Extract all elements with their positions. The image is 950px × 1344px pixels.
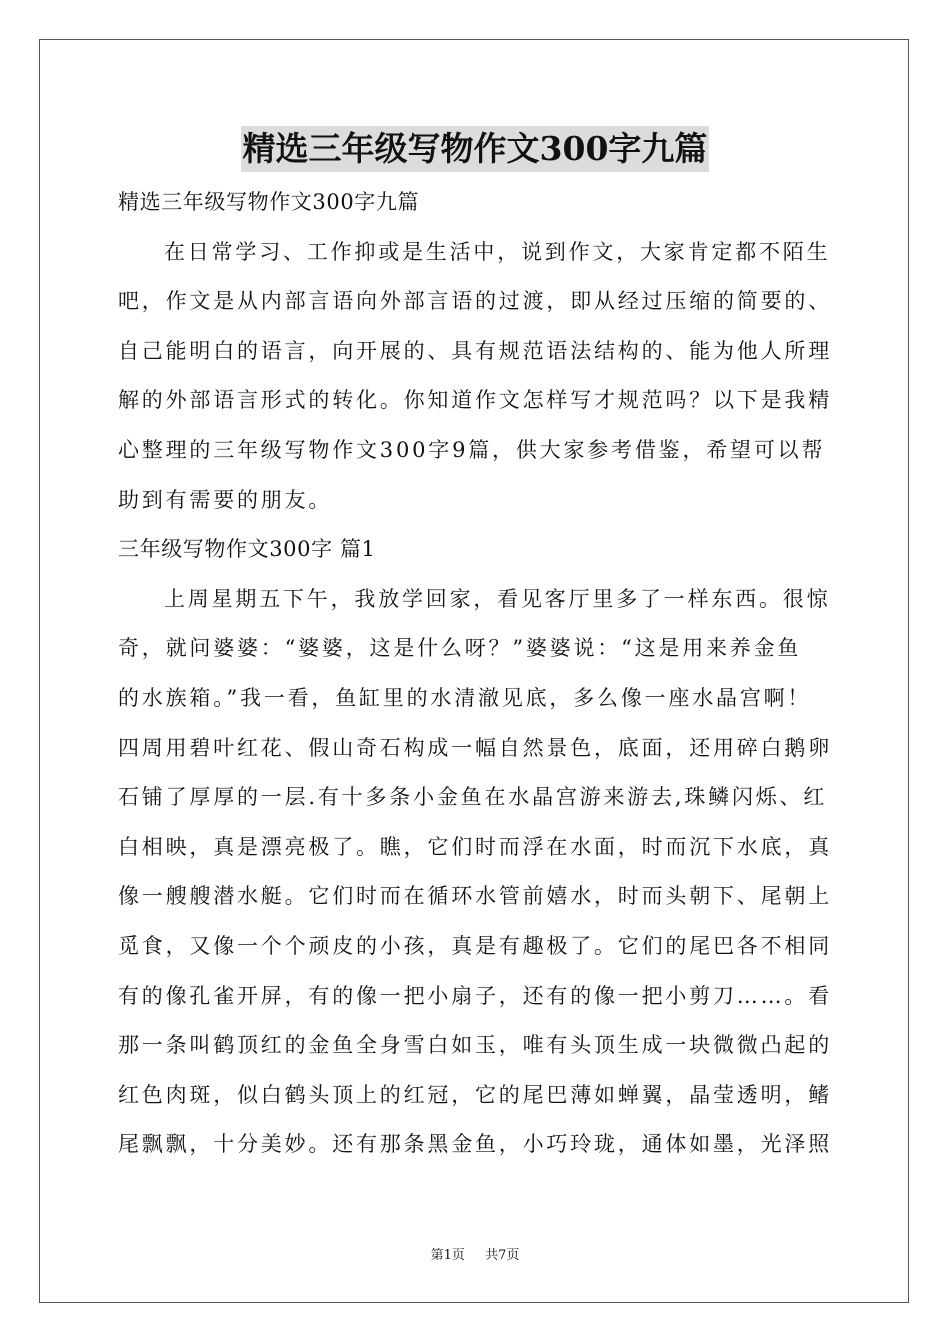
- text-line: 石铺了厚厚的一层.有十多条小金鱼在水晶宫游来游去,珠鳞闪烁、红: [118, 785, 828, 810]
- text-line: 在日常学习、工作抑或是生活中，说到作文，大家肯定都不陌生: [164, 239, 831, 264]
- text-line: 上周星期五下午，我放学回家，看见客厅里多了一样东西。很惊: [164, 586, 831, 611]
- page-number: 第1页: [430, 1248, 465, 1263]
- text-line: 尾飘飘，十分美妙。还有那条黑金鱼，小巧玲珑，通体如墨，光泽照: [118, 1132, 832, 1157]
- text-line: 的水族箱。”我一看，鱼缸里的水清澈见底，多么像一座水晶宫啊！: [118, 685, 812, 710]
- text-line: 助到有需要的朋友。: [118, 487, 333, 512]
- text-line: 解的外部语言形式的转化。你知道作文怎样写才规范吗？以下是我精: [118, 388, 832, 413]
- text-line: 吧，作文是从内部言语向外部言语的过渡，即从经过压缩的简要的、: [118, 289, 832, 314]
- title-container: [0, 126, 950, 172]
- document-body: [118, 178, 838, 1170]
- page-total: 共7页: [485, 1248, 520, 1263]
- text-line: 那一条叫鹤顶红的金鱼全身雪白如玉，唯有头顶生成一块微微凸起的: [118, 1033, 832, 1058]
- text-line: 红色肉斑，似白鹤头顶上的红冠，它的尾巴薄如蝉翼，晶莹透明，鳍: [118, 1082, 832, 1107]
- text-line: 像一艘艘潜水艇。它们时而在循环水管前嬉水，时而头朝下、尾朝上: [118, 884, 832, 909]
- text-line: 有的像孔雀开屏，有的像一把小扇子，还有的像一把小剪刀……。看: [118, 983, 832, 1008]
- section-heading: 精选三年级写物作文300字九篇: [118, 190, 420, 214]
- page-footer: [0, 1244, 950, 1263]
- text-line: 奇，就问婆婆：“婆婆，这是什么呀？”婆婆说：“这是用来养金鱼: [118, 636, 802, 661]
- section-heading: 三年级写物作文300字 篇1: [118, 537, 376, 562]
- text-line: 白相映，真是漂亮极了。瞧，它们时而浮在水面，时而沉下水底，真: [118, 834, 832, 859]
- document-title: 精选三年级写物作文300字九篇: [241, 126, 710, 172]
- text-line: 自己能明白的语言，向开展的、具有规范语法结构的、能为他人所理: [118, 338, 832, 363]
- text-line: 四周用碧叶红花、假山奇石构成一幅自然景色，底面，还用碎白鹅卵: [118, 735, 832, 760]
- text-line: 觅食，又像一个个顽皮的小孩，真是有趣极了。它们的尾巴各不相同: [118, 933, 832, 958]
- text-line: 心整理的三年级写物作文300字9篇，供大家参考借鉴，希望可以帮: [118, 437, 826, 462]
